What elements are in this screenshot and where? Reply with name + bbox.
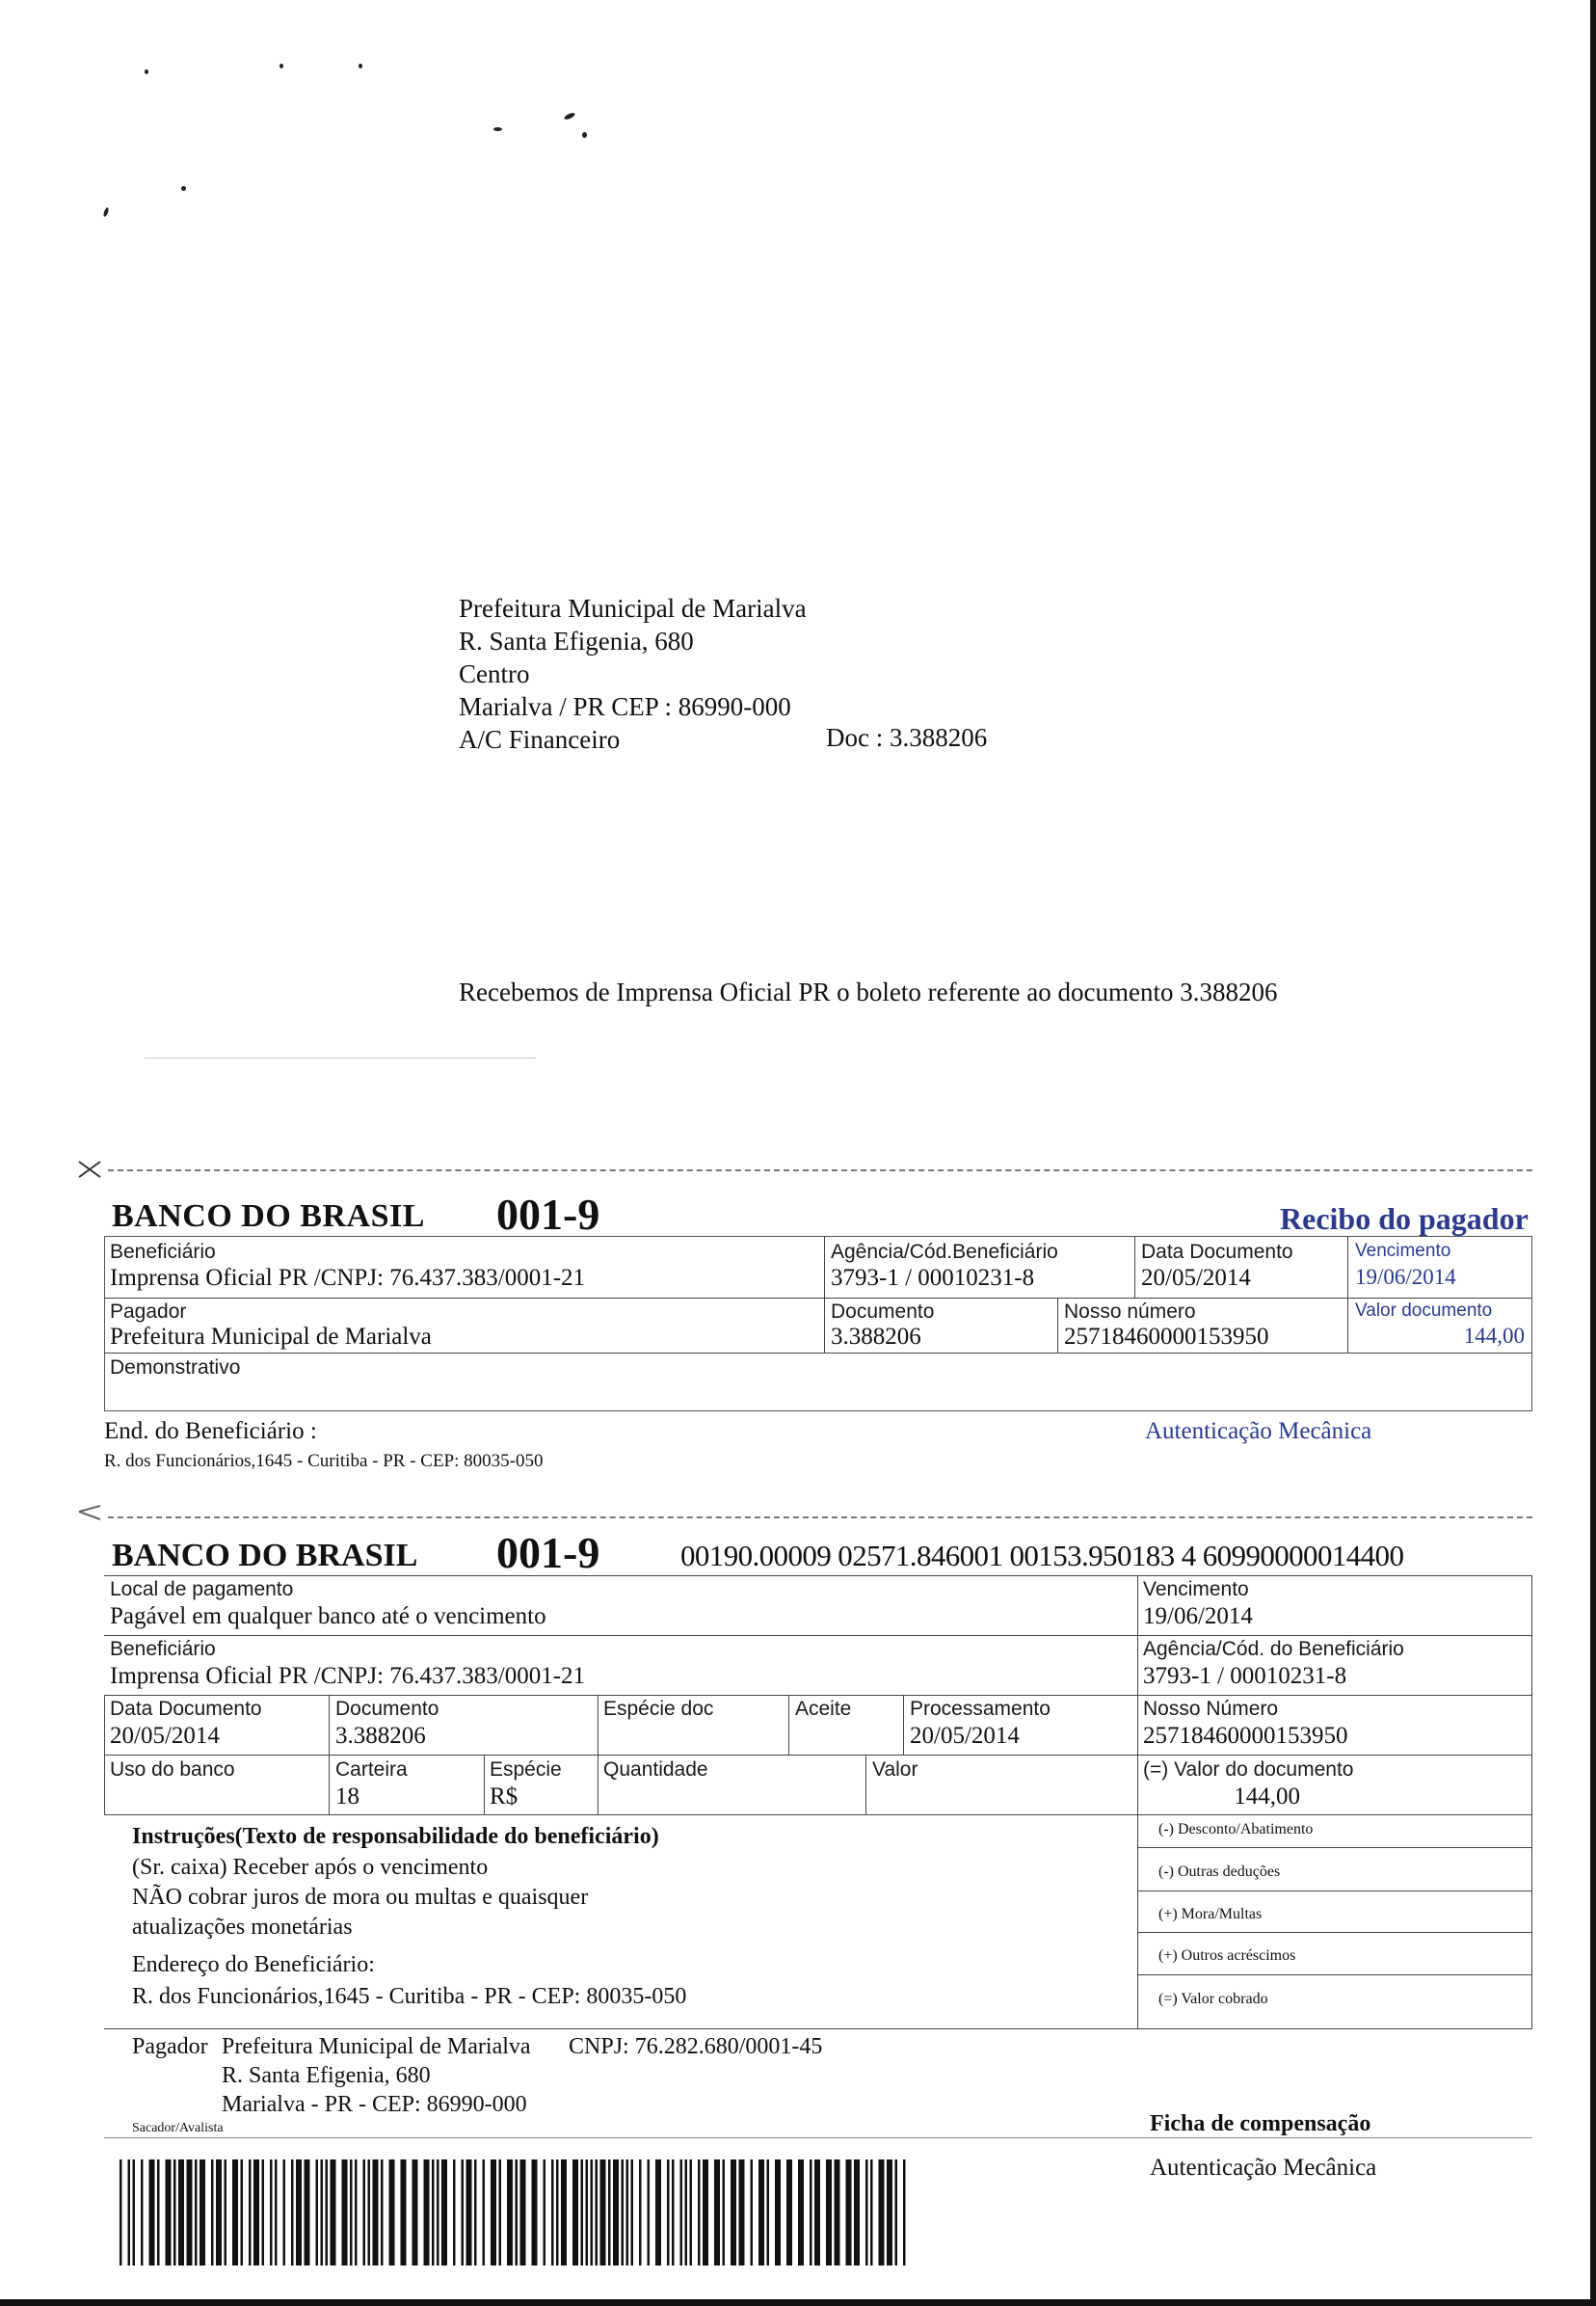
ficha-instrucao-line: atualizações monetárias [132,1915,353,1940]
divider [1137,1890,1531,1891]
barcode-bar [474,2159,477,2266]
ficha-valor-cobrado: (=) Valor cobrado [1158,1991,1268,2007]
address-street: R. Santa Efigenia, 680 [459,627,694,656]
barcode-bar [826,2159,832,2266]
barcode-bar [173,2159,176,2266]
ficha-autenticacao: Autenticação Mecânica [1150,2155,1377,2181]
barcode-bar [591,2159,594,2266]
ficha-carteira-label: Carteira [335,1758,408,1781]
recibo-documento-label: Documento [831,1300,935,1323]
ficha-pagador-label: Pagador [132,2034,208,2059]
recibo-title: Recibo do pagador [1280,1201,1529,1236]
divider [1134,1236,1135,1298]
ficha-local-label: Local de pagamento [110,1578,294,1600]
cut-line [108,1516,1532,1518]
ficha-local-value: Pagável em qualquer banco até o vencimento [110,1603,546,1629]
ficha-documento-label: Documento [335,1698,439,1720]
recibo-pagador-label: Pagador [110,1300,187,1323]
divider [1057,1298,1058,1353]
divider [484,1755,485,1814]
barcode-bar [491,2159,496,2266]
barcode-bar [680,2159,683,2266]
ficha-bank-code: 001-9 [496,1528,600,1577]
barcode-bar [232,2159,238,2266]
barcode-bar [350,2159,353,2266]
recibo-nosso-numero-value: 25718460000153950 [1064,1324,1269,1350]
ficha-especie-label: Espécie [490,1758,562,1781]
divider [104,1575,1532,1576]
ficha-nosso-numero-value: 25718460000153950 [1143,1723,1348,1749]
barcode-bar [166,2159,172,2266]
recibo-beneficiario-label: Beneficiário [110,1241,216,1263]
recibo-data-doc-label: Data Documento [1141,1241,1293,1263]
barcode-bar [672,2159,675,2266]
divider [1137,1575,1138,2028]
barcode-bar [296,2159,302,2266]
scan-speck [145,69,148,74]
barcode-bar [157,2159,160,2266]
barcode-bar [225,2159,227,2266]
ficha-carteira-value: 18 [335,1783,359,1810]
barcode-bar [355,2159,358,2266]
barcode-bar [751,2159,754,2266]
barcode-bar [631,2159,634,2266]
barcode-bar [373,2159,379,2266]
barcode-bar [887,2159,892,2266]
barcode-bar [775,2159,781,2266]
barcode-bar [262,2159,265,2266]
barcode-bar [835,2159,840,2266]
barcode-bar [626,2159,629,2266]
address-district: Centro [459,659,530,688]
recibo-nosso-numero-label: Nosso número [1064,1300,1196,1323]
recibo-end-beneficiario-label: End. do Beneficiário : [104,1418,317,1444]
barcode-bar [739,2159,745,2266]
barcode-bar [241,2159,244,2266]
ficha-vencimento-label: Vencimento [1143,1578,1249,1600]
ficha-linha-digitavel: 00190.00009 02571.846001 00153.950183 4 60990000014400 [680,1539,1404,1572]
barcode-bar [424,2159,430,2266]
scissors-icon [77,1160,102,1184]
ficha-quantidade-label: Quantidade [603,1758,708,1781]
barcode-bar [187,2159,193,2266]
ficha-valor-doc-label: (=) Valor do documento [1143,1758,1354,1781]
ficha-agencia-label: Agência/Cód. do Beneficiário [1143,1638,1404,1660]
barcode-bar [437,2159,439,2266]
barcode-bar [731,2159,736,2266]
recibo-beneficiario-value: Imprensa Oficial PR /CNPJ: 76.437.383/0001-21 [110,1265,586,1291]
ficha-instrucao-line: (Sr. caixa) Receber após o vencimento [132,1855,489,1880]
barcode-bar [895,2159,898,2266]
ficha-instrucao-line: NÃO cobrar juros de mora ou multas e quaisquer [132,1885,589,1910]
barcode-bar [401,2159,407,2266]
barcode-bar [613,2159,619,2266]
barcode-bar [870,2159,873,2266]
divider [104,1695,1532,1696]
barcode-bar [544,2159,546,2266]
recibo-vencimento-label: Vencimento [1355,1241,1451,1261]
scan-speck [359,64,362,68]
scan-speck [279,64,283,68]
barcode-bar [703,2159,708,2266]
ficha-outros-acrescimos: (+) Outros acréscimos [1158,1947,1296,1964]
barcode-bar [120,2159,122,2266]
recibo-valor-doc-value: 144,00 [1463,1324,1525,1348]
recibo-documento-value: 3.388206 [831,1324,921,1350]
divider [329,1755,330,1814]
barcode-bar [453,2159,456,2266]
barcode-bar [854,2159,860,2266]
barcode-bar [685,2159,688,2266]
barcode-bar [767,2159,770,2266]
address-name: Prefeitura Municipal de Marialva [459,594,807,623]
scan-speck [564,112,576,121]
ficha-pagador-street: R. Santa Efigenia, 680 [222,2063,431,2088]
barcode-bar [903,2159,906,2266]
barcode-bar [655,2159,661,2266]
barcode-bar [331,2159,336,2266]
barcode-bar [798,2159,804,2266]
barcode-bar [581,2159,584,2266]
barcode-bar [389,2159,395,2266]
divider [1137,1932,1531,1933]
barcode-bar [275,2159,278,2266]
barcode-bar [551,2159,554,2266]
ficha-valor-label: Valor [872,1758,918,1781]
barcode-bar [758,2159,764,2266]
divider [788,1695,789,1755]
barcode-bar [723,2159,726,2266]
divider [104,1755,105,1814]
barcode-bar [483,2159,486,2266]
signature-line [145,1058,530,1059]
ficha-data-doc-label: Data Documento [110,1698,262,1720]
barcode-bar [810,2159,812,2266]
barcode-bar [270,2159,273,2266]
ficha-instrucoes [132,1853,588,1943]
scan-speck [493,127,502,131]
recibo-agencia-label: Agência/Cód.Beneficiário [831,1241,1058,1263]
ficha-beneficiario-label: Beneficiário [110,1638,216,1660]
ficha-especie-doc-label: Espécie doc [603,1698,714,1720]
address-block [459,592,807,756]
barcode-bar [462,2159,465,2266]
divider [329,1695,330,1755]
barcode-bar [368,2159,371,2266]
barcode-bar [432,2159,435,2266]
barcode-bar [814,2159,820,2266]
barcode-bar [846,2159,852,2266]
barcode-bar [648,2159,651,2266]
barcode-bar [499,2159,502,2266]
barcode-bar [195,2159,198,2266]
recibo-agencia-value: 3793-1 / 00010231-8 [831,1265,1035,1291]
divider [104,1298,1532,1299]
barcode-bar [316,2159,319,2266]
ficha-documento-value: 3.388206 [335,1723,426,1749]
barcode [120,2159,910,2270]
divider [104,1635,1532,1636]
barcode-bar [305,2159,310,2266]
ficha-especie-value: R$ [490,1783,519,1810]
barcode-bar [321,2159,324,2266]
ficha-endereco-value: R. dos Funcionários,1645 - Curitiba - PR - CEP: 80035-050 [132,1984,687,2009]
barcode-bar [786,2159,792,2266]
recibo-end-beneficiario-value: R. dos Funcionários,1645 - Curitiba - PR - CEP: 80035-050 [104,1451,544,1471]
barcode-bar [879,2159,885,2266]
ficha-data-doc-value: 20/05/2014 [110,1723,220,1749]
divider [104,1814,1532,1815]
recibo-bank-code: 001-9 [496,1190,600,1239]
recibo-valor-doc-label: Valor documento [1355,1300,1493,1321]
divider [1137,1847,1531,1848]
barcode-bar [520,2159,526,2266]
barcode-bar [532,2159,538,2266]
divider [1531,1575,1532,2028]
barcode-bar [466,2159,472,2266]
barcode-bar [216,2159,222,2266]
divider [824,1236,825,1353]
barcode-bar [342,2159,348,2266]
ficha-endereco-label: Endereço do Beneficiário: [132,1952,375,1977]
cut-line [108,1169,1532,1171]
ficha-aceite-label: Aceite [795,1698,852,1720]
barcode-bar [556,2159,559,2266]
ficha-agencia-value: 3793-1 / 00010231-8 [1143,1663,1347,1689]
ficha-processamento-value: 20/05/2014 [910,1723,1020,1749]
barcode-bar [283,2159,286,2266]
barcode-bar [178,2159,184,2266]
ficha-instrucoes-title: Instruções(Texto de responsabilidade do beneficiário) [132,1824,659,1849]
receipt-note: Recebemos de Imprensa Oficial PR o boleto referente ao documento 3.388206 [459,978,1278,1006]
scan-speck [102,207,109,218]
ficha-vencimento-value: 19/06/2014 [1143,1603,1253,1629]
barcode-bar [326,2159,329,2266]
ficha-uso-banco-label: Uso do banco [110,1758,235,1781]
barcode-bar [128,2159,131,2266]
ficha-pagador-name: Prefeitura Municipal de Marialva [222,2034,531,2059]
barcode-bar [211,2159,214,2266]
barcode-bar [714,2159,720,2266]
divider [1137,1974,1531,1975]
recibo-demonstrativo-label: Demonstrativo [110,1356,241,1379]
ficha-pagador-cnpj: CNPJ: 76.282.680/0001-45 [569,2034,823,2059]
divider [865,1755,866,1814]
recibo-data-doc-value: 20/05/2014 [1141,1265,1251,1291]
scissors-icon [77,1504,102,1528]
recibo-autenticacao: Autenticação Mecânica [1145,1418,1372,1444]
divider [104,2137,1532,2138]
ficha-outras-deducoes: (-) Outras deduções [1158,1864,1281,1880]
ficha-nosso-numero-label: Nosso Número [1143,1698,1279,1720]
barcode-bar [639,2159,642,2266]
ficha-mora-multa: (+) Mora/Multas [1158,1906,1263,1922]
ficha-sacador-label: Sacador/Avalista [132,2121,224,2135]
divider [104,1755,1532,1756]
barcode-bar [507,2159,513,2266]
ficha-desconto: (-) Desconto/Abatimento [1158,1821,1314,1837]
address-attention: A/C Financeiro [459,725,621,754]
scan-edge-right [1590,0,1596,2306]
ficha-title: Ficha de compensação [1150,2111,1371,2136]
barcode-graphic [120,2159,910,2266]
barcode-bar [608,2159,611,2266]
barcode-bar [249,2159,252,2266]
recibo-vencimento-value: 19/06/2014 [1355,1265,1456,1289]
divider [1347,1236,1348,1353]
recibo-bank-name: BANCO DO BRASIL [112,1198,425,1234]
divider [104,1695,105,1755]
ficha-bank-name: BANCO DO BRASIL [112,1538,418,1573]
scan-edge-bottom [0,2299,1596,2306]
barcode-bar [141,2159,144,2266]
barcode-bar [698,2159,701,2266]
scan-speck [181,186,186,191]
barcode-bar [596,2159,598,2266]
barcode-bar [381,2159,384,2266]
barcode-bar [516,2159,519,2266]
barcode-bar [600,2159,606,2266]
barcode-bar [363,2159,366,2266]
barcode-bar [149,2159,155,2266]
barcode-bar [865,2159,868,2266]
divider [104,1353,1532,1354]
ficha-processamento-label: Processamento [910,1698,1051,1720]
barcode-bar [133,2159,136,2266]
address-doc: Doc : 3.388206 [826,723,988,752]
barcode-bar [690,2159,693,2266]
barcode-bar [561,2159,567,2266]
divider [104,2028,1532,2029]
ficha-valor-doc-value: 144,00 [1234,1783,1300,1810]
barcode-bar [291,2159,294,2266]
barcode-bar [572,2159,578,2266]
barcode-bar [412,2159,418,2266]
barcode-bar [586,2159,589,2266]
scan-speck [582,132,587,138]
barcode-bar [253,2159,259,2266]
ficha-pagador-city: Marialva - PR - CEP: 86990-000 [222,2092,527,2117]
divider [903,1695,904,1755]
recibo-pagador-value: Prefeitura Municipal de Marialva [110,1324,432,1350]
address-city: Marialva / PR CEP : 86990-000 [459,692,791,721]
barcode-bar [622,2159,625,2266]
ficha-beneficiario-value: Imprensa Oficial PR /CNPJ: 76.437.383/0001-21 [110,1663,586,1689]
barcode-bar [441,2159,447,2266]
barcode-bar [667,2159,670,2266]
barcode-bar [200,2159,205,2266]
